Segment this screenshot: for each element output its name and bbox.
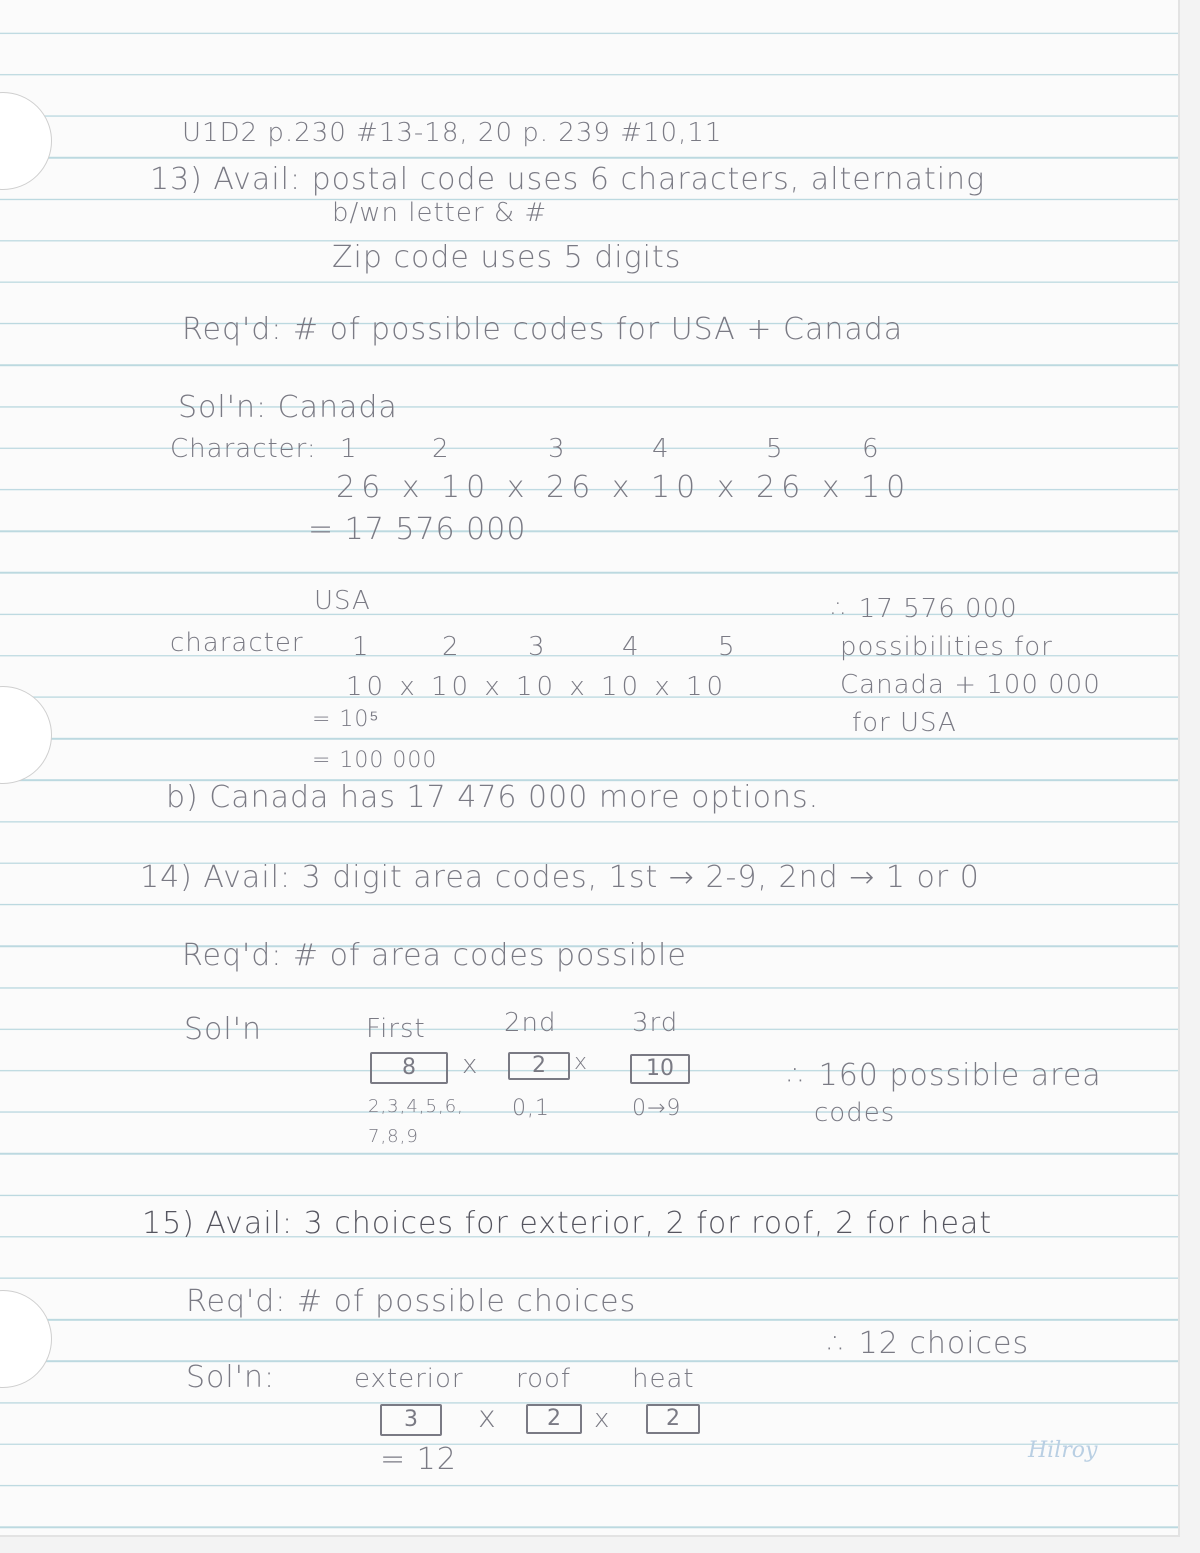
usa-character-label: character bbox=[170, 628, 304, 658]
q13-avail-line-3: Zip code uses 5 digits bbox=[332, 240, 682, 275]
usa-position-1: 1 bbox=[352, 632, 370, 662]
q15-avail: 15) Avail: 3 choices for exterior, 2 for roof, 2 for heat bbox=[142, 1206, 993, 1241]
q15-col-roof: roof bbox=[516, 1364, 572, 1394]
q14-first-options-1: 2,3,4,5,6, bbox=[368, 1096, 464, 1117]
q15-reqd: Req'd: # of possible choices bbox=[186, 1284, 637, 1319]
punch-hole bbox=[0, 1290, 52, 1388]
ca-result: = 17 576 000 bbox=[308, 512, 527, 547]
ca-position-3: 3 bbox=[548, 434, 566, 464]
q13-conclusion-line-3: Canada + 100 000 bbox=[840, 670, 1101, 700]
q14-answer-line-2: codes bbox=[814, 1098, 896, 1128]
hilroy-logo: Hilroy bbox=[1028, 1438, 1098, 1463]
q15-box-heat: 2 bbox=[646, 1404, 700, 1434]
usa-calculation: 10 x 10 x 10 x 10 x 10 bbox=[346, 672, 728, 702]
q15-box-roof: 2 bbox=[526, 1404, 582, 1434]
q15-times-2: x bbox=[594, 1404, 611, 1434]
ca-position-5: 5 bbox=[766, 434, 784, 464]
q15-soln: Sol'n: bbox=[186, 1360, 276, 1395]
q13-conclusion-line-1: ∴ 17 576 000 bbox=[832, 594, 1018, 624]
ca-position-2: 2 bbox=[432, 434, 450, 464]
q14-reqd: Req'd: # of area codes possible bbox=[182, 938, 687, 973]
q13-conclusion-line-4: for USA bbox=[852, 708, 957, 738]
ca-position-6: 6 bbox=[862, 434, 880, 464]
assignment-header: U1D2 p.230 #13-18, 20 p. 239 #10,11 bbox=[182, 118, 723, 148]
q14-box-first: 8 bbox=[370, 1052, 448, 1084]
usa-position-3: 3 bbox=[528, 632, 546, 662]
q14-avail: 14) Avail: 3 digit area codes, 1st → 2-9, 2nd → 1 or 0 bbox=[140, 860, 980, 895]
ca-calculation: 26 x 10 x 26 x 10 x 26 x 10 bbox=[336, 470, 912, 505]
usa-position-4: 4 bbox=[622, 632, 640, 662]
q14-first-options-2: 7,8,9 bbox=[368, 1126, 419, 1147]
punch-hole bbox=[0, 686, 52, 784]
q13-reqd: Req'd: # of possible codes for USA + Canada bbox=[182, 312, 904, 347]
usa-position-2: 2 bbox=[442, 632, 460, 662]
usa-result: = 100 000 bbox=[312, 748, 438, 773]
ca-position-1: 1 bbox=[340, 434, 358, 464]
q13-soln: Sol'n: Canada bbox=[178, 390, 398, 425]
q14-col-first: First bbox=[366, 1014, 426, 1044]
q14-second-options: 0,1 bbox=[512, 1096, 550, 1121]
q14-box-third: 10 bbox=[630, 1054, 690, 1084]
q15-col-exterior: exterior bbox=[354, 1364, 464, 1394]
q14-col-third: 3rd bbox=[632, 1008, 679, 1038]
q14-times-2: x bbox=[574, 1050, 589, 1075]
q15-col-heat: heat bbox=[632, 1364, 695, 1394]
q14-col-second: 2nd bbox=[504, 1008, 557, 1038]
usa-label: USA bbox=[314, 586, 371, 616]
q15-times: x bbox=[478, 1400, 497, 1435]
q13-avail-line-2: b/wn letter & # bbox=[332, 198, 548, 228]
q15-answer: ∴ 12 choices bbox=[828, 1326, 1030, 1361]
q13-conclusion-line-2: possibilities for bbox=[840, 632, 1053, 662]
ca-position-4: 4 bbox=[652, 434, 670, 464]
q13-part-b: b) Canada has 17 476 000 more options. bbox=[166, 780, 820, 815]
q15-result: = 12 bbox=[380, 1442, 457, 1477]
q14-times: x bbox=[462, 1050, 479, 1080]
q14-box-second: 2 bbox=[508, 1052, 570, 1080]
q14-soln: Sol'n bbox=[184, 1012, 262, 1047]
q15-box-exterior: 3 bbox=[380, 1404, 442, 1436]
q14-answer-line-1: ∴ 160 possible area bbox=[788, 1058, 1102, 1093]
usa-position-5: 5 bbox=[718, 632, 736, 662]
usa-power: = 10⁵ bbox=[312, 707, 380, 732]
q13-avail-line-1: 13) Avail: postal code uses 6 characters, alternating bbox=[150, 162, 986, 197]
punch-hole bbox=[0, 92, 52, 190]
q14-third-options: 0→9 bbox=[632, 1096, 682, 1121]
ca-character-label: Character: bbox=[170, 434, 317, 464]
